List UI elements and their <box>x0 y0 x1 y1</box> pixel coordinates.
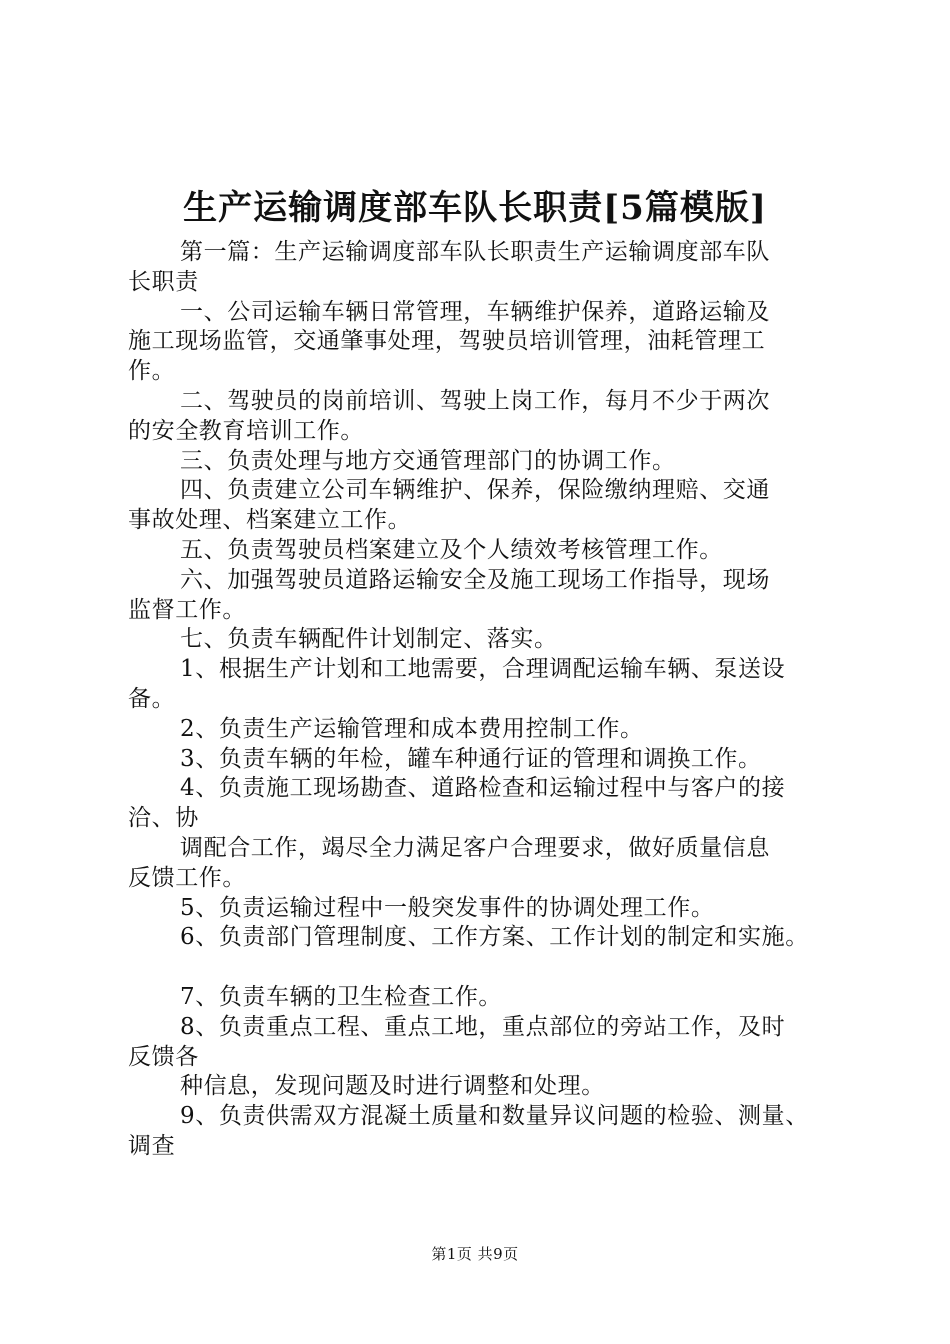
body-line <box>128 953 850 983</box>
document-title: 生产运输调度部车队长职责[5篇模版] <box>183 188 767 228</box>
page-footer: 第1页 共9页 <box>431 1245 519 1263</box>
body-line: 作。 <box>128 358 176 385</box>
body-line: 第一篇：生产运输调度部车队长职责生产运输调度部车队 <box>180 239 770 265</box>
body-line: 6、负责部门管理制度、工作方案、工作计划的制定和实施。 <box>180 924 809 951</box>
body-line: 六、加强驾驶员道路运输安全及施工现场工作指导，现场 <box>180 566 770 593</box>
body-line: 调查 <box>128 1132 176 1159</box>
body-line: 五、负责驾驶员档案建立及个人绩效考核管理工作。 <box>180 536 723 563</box>
body-line: 施工现场监管，交通肇事处理，驾驶员培训管理，油耗管理工 <box>128 328 766 355</box>
body-line: 一、公司运输车辆日常管理，车辆维护保养，道路运输及 <box>180 298 770 325</box>
body-line: 备。 <box>128 685 176 712</box>
body-line: 7、负责车辆的卫生检查工作。 <box>180 983 503 1010</box>
body-line: 洽、协 <box>128 805 199 832</box>
body-line: 的安全教育培训工作。 <box>128 417 364 444</box>
body-line: 9、负责供需双方混凝土质量和数量异议问题的检验、测量、 <box>180 1103 809 1130</box>
body-line: 事故处理、档案建立工作。 <box>128 507 412 534</box>
body-line: 调配合工作，竭尽全力满足客户合理要求，做好质量信息 <box>180 834 770 861</box>
body-line: 七、负责车辆配件计划制定、落实。 <box>180 626 558 653</box>
body-line: 四、负责建立公司车辆维护、保养，保险缴纳理赔、交通 <box>180 477 770 504</box>
body-line: 8、负责重点工程、重点工地，重点部位的旁站工作，及时 <box>180 1013 786 1040</box>
body-line: 三、负责处理与地方交通管理部门的协调工作。 <box>180 447 676 474</box>
body-line: 2、负责生产运输管理和成本费用控制工作。 <box>180 715 644 742</box>
body-line: 3、负责车辆的年检，罐车种通行证的管理和调换工作。 <box>180 745 762 772</box>
body-line: 1、根据生产计划和工地需要，合理调配运输车辆、泵送设 <box>180 656 786 683</box>
body-line: 长职责 <box>128 268 199 295</box>
body-line: 种信息，发现问题及时进行调整和处理。 <box>180 1073 605 1100</box>
body-line: 反馈各 <box>128 1043 199 1070</box>
body-line: 反馈工作。 <box>128 864 246 891</box>
body-line: 4、负责施工现场勘查、道路检查和运输过程中与客户的接 <box>180 775 786 802</box>
body-line: 5、负责运输过程中一般突发事件的协调处理工作。 <box>180 894 715 921</box>
document-body <box>128 238 850 1162</box>
body-line: 二、驾驶员的岗前培训、驾驶上岗工作，每月不少于两次 <box>180 387 770 414</box>
body-line: 监督工作。 <box>128 596 246 623</box>
